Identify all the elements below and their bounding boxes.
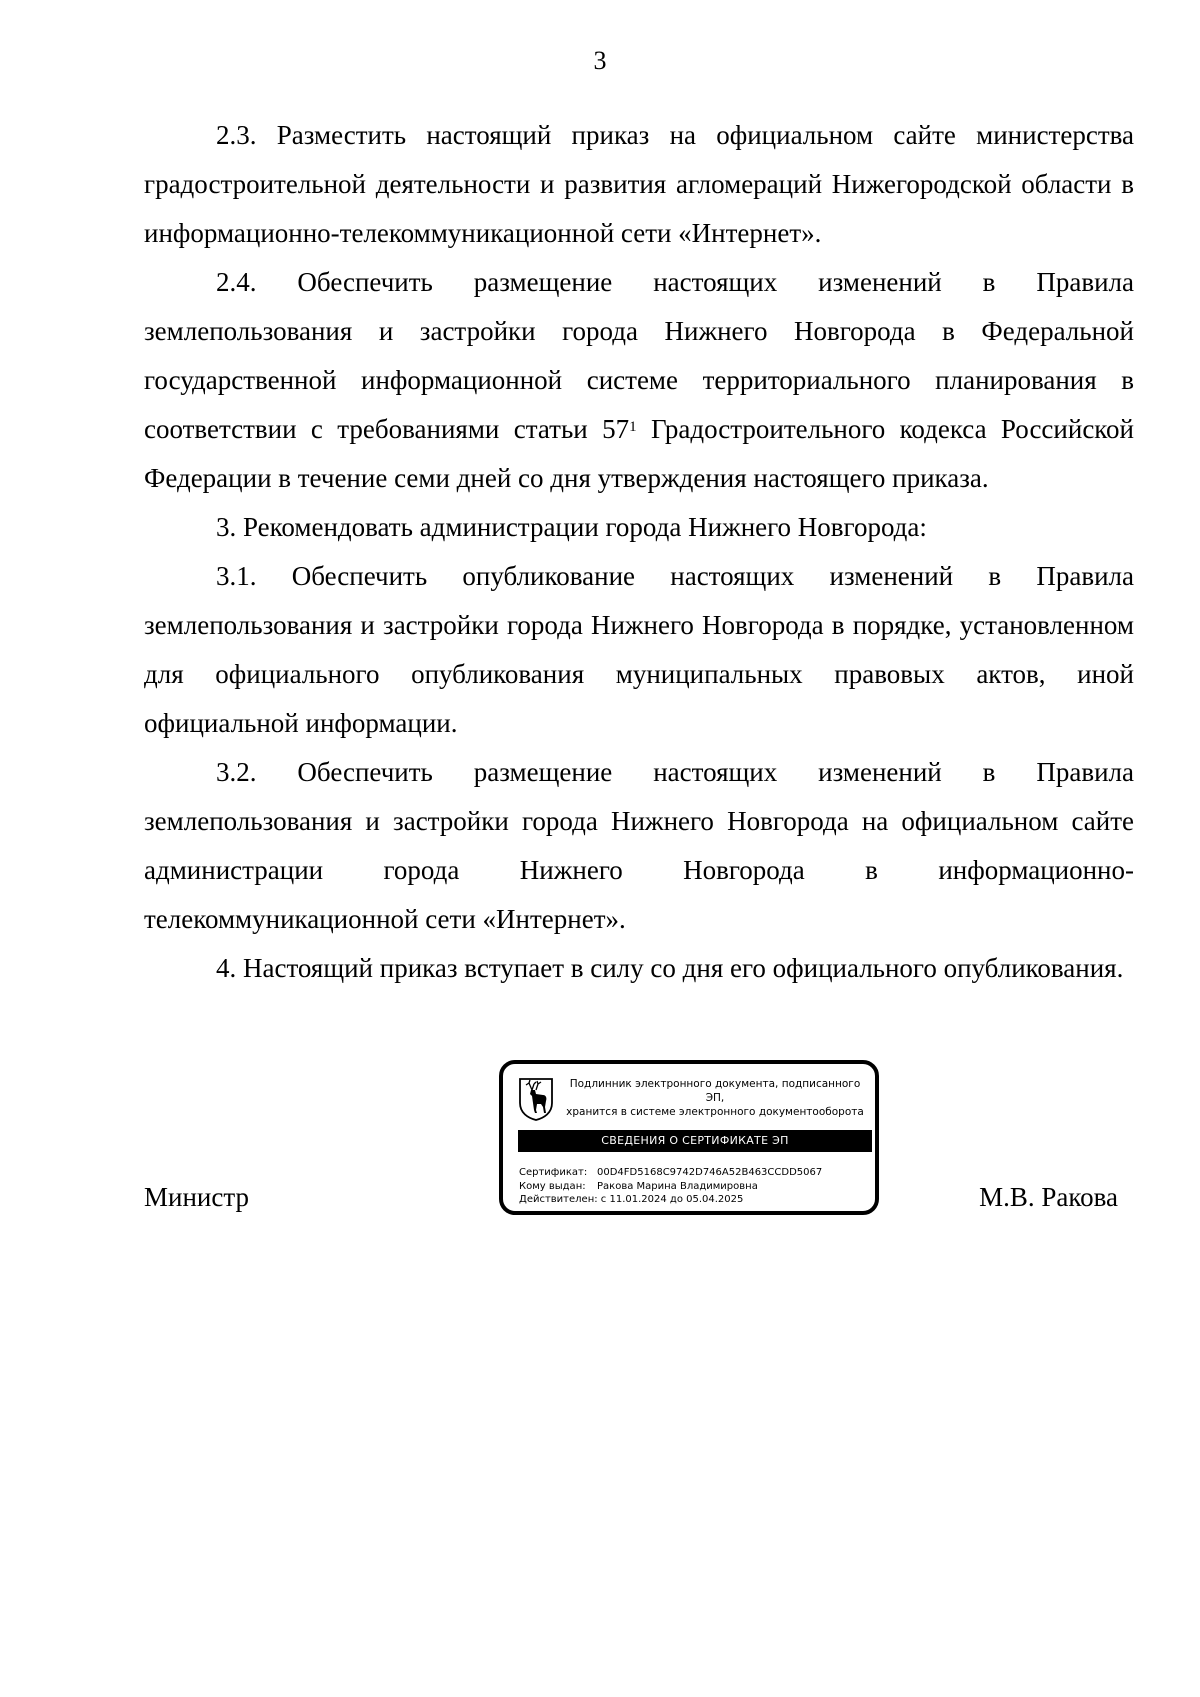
validity-value: с 11.01.2024 до 05.04.2025 (600, 1194, 744, 1205)
issued-to-label: Кому выдан: (519, 1180, 586, 1192)
document-body (144, 111, 1134, 993)
certificate-info-bar: СВЕДЕНИЯ О СЕРТИФИКАТЕ ЭП (518, 1130, 872, 1152)
issued-to-value: Ракова Марина Владимировна (597, 1180, 758, 1192)
signatory-title: Министр (144, 1182, 249, 1212)
validity-label: Действителен: (519, 1194, 598, 1205)
paragraph-3: 3. Рекомендовать администрации города Нижнего Новгорода: (216, 512, 927, 542)
paragraph-2-4 (144, 258, 1134, 503)
paragraph-2-4-text-end: Градостроительного кодекса Российской Федерации в течение семи дней со дня утверждения настоящего приказа. (144, 414, 1134, 493)
nizhny-novgorod-deer-emblem-icon (518, 1077, 554, 1121)
certificate-row (519, 1166, 874, 1180)
page-number: 3 (593, 46, 607, 75)
stamp-header-line-2: хранится в системе электронного документооборота (566, 1106, 864, 1118)
paragraph-3-2: 3.2. Обеспечить размещение настоящих изменений в Правила землепользования и застройки города Нижнего Новгорода на официальном сайте администрации города Нижнего Новгорода в информационно-телекоммуникационной сети «Интернет». (144, 757, 1134, 934)
paragraph-2-4-text-start: 2.4. Обеспечить размещение настоящих изменений в Правила землепользования и застройки города Нижнего Новгорода в Федеральной государственной информационной системе территориального планирования в соответствии с требованиями статьи 57 (144, 267, 1134, 444)
issued-to-row (519, 1180, 874, 1194)
paragraph-4: 4. Настоящий приказ вступает в силу со дня его официального опубликования. (216, 953, 1124, 983)
paragraph-2-3: 2.3. Разместить настоящий приказ на официальном сайте министерства градостроительной деятельности и развития агломераций Нижегородской области в информационно-телекоммуникационной сети «Интернет». (144, 120, 1134, 248)
certificate-label: Сертификат: (519, 1167, 588, 1178)
electronic-signature-stamp (499, 1060, 879, 1215)
certificate-details (519, 1166, 874, 1207)
article-superscript: 1 (629, 419, 637, 435)
validity-row (519, 1193, 874, 1207)
stamp-header-line-1: Подлинник электронного документа, подписанного ЭП, (569, 1078, 861, 1104)
paragraph-3-1: 3.1. Обеспечить опубликование настоящих изменений в Правила землепользования и застройки города Нижнего Новгорода в порядке, установленном для официального опубликования муниципальных правовых актов, иной официальной информации. (144, 561, 1134, 738)
certificate-value: 00D4FD5168C9742D746A52B463CCDD5067 (597, 1167, 823, 1178)
signatory-name: М.В. Ракова (979, 1182, 1118, 1212)
stamp-header (559, 1077, 871, 1119)
